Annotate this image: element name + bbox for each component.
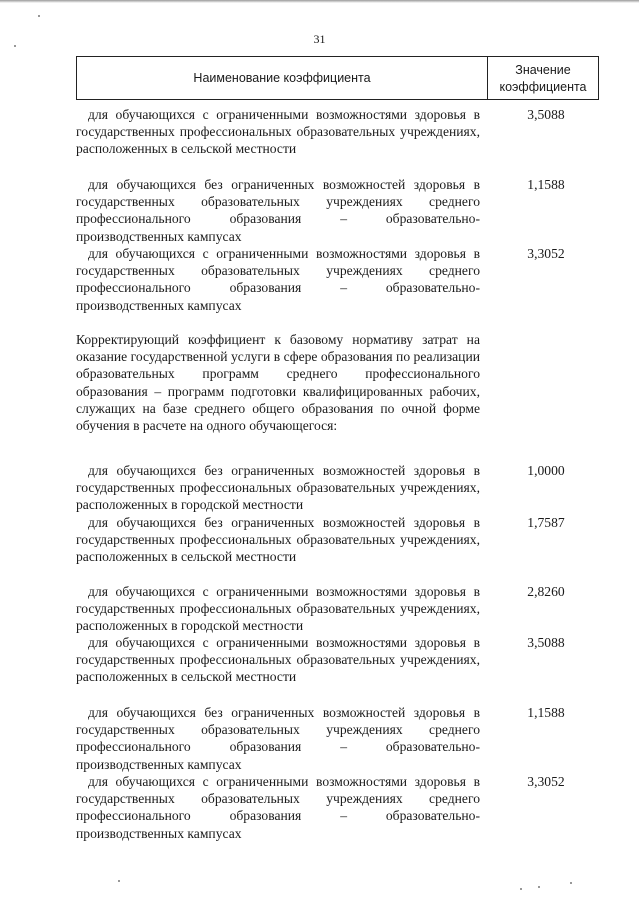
coefficient-name: для обучающихся без ограниченных возможностей здоровья в государственных образовательных учреждениях среднего профессионального образования – образовательно-производственных кампусах bbox=[76, 705, 480, 772]
column-header-value-text bbox=[499, 62, 586, 96]
coefficient-value: 1,7587 bbox=[527, 515, 565, 530]
column-header-value-line2: коэффициента bbox=[499, 79, 587, 94]
coefficient-name: для обучающихся с ограниченными возможностями здоровья в государственных образовательных учреждениях среднего профессионального образования – образовательно-производственных кампусах bbox=[76, 246, 480, 313]
coefficient-name: для обучающихся с ограниченными возможностями здоровья в государственных образовательных учреждениях среднего профессионального образования – образовательно-производственных кампусах bbox=[76, 774, 480, 841]
coefficient-name: для обучающихся без ограниченных возможностей здоровья в государственных образовательных учреждениях среднего профессионального образования – образовательно-производственных кампусах bbox=[76, 177, 480, 244]
section-heading: Корректирующий коэффициент к базовому нормативу затрат на оказание государственной услуги в сфере образования по реализации образовательных программ среднего профессионального образования – программ подготовки квалифицированных рабочих, служащих на базе среднего общего образования по очной форме обучения в расчете на одного обучающегося: bbox=[76, 332, 480, 434]
scan-speck bbox=[520, 888, 522, 890]
column-header-name: Наименование коэффициента bbox=[77, 57, 488, 99]
coefficient-value: 3,5088 bbox=[527, 635, 565, 650]
coefficient-value: 1,1588 bbox=[527, 177, 565, 192]
coefficient-name: для обучающихся без ограниченных возможностей здоровья в государственных профессиональных образовательных учреждениях, расположенных в городской местности bbox=[76, 463, 480, 513]
coefficient-name: для обучающихся с ограниченными возможностями здоровья в государственных профессиональных образовательных учреждениях, расположенных в сельской местности bbox=[76, 107, 480, 157]
scan-speck bbox=[38, 15, 40, 17]
coefficient-value: 3,3052 bbox=[527, 774, 565, 789]
coefficient-name: для обучающихся с ограниченными возможностями здоровья в государственных профессиональных образовательных учреждениях, расположенных в сельской местности bbox=[76, 635, 480, 685]
scan-edge bbox=[0, 0, 639, 3]
coefficient-value: 1,1588 bbox=[527, 705, 565, 720]
table-header bbox=[76, 56, 599, 100]
coefficient-value: 3,5088 bbox=[527, 107, 565, 122]
page-number: 31 bbox=[313, 32, 326, 46]
coefficient-value: 3,3052 bbox=[527, 246, 565, 261]
coefficient-value: 2,8260 bbox=[527, 584, 565, 599]
column-header-value-line1: Значение bbox=[515, 62, 571, 77]
scan-speck bbox=[118, 880, 120, 882]
scan-speck bbox=[570, 882, 572, 884]
coefficient-value: 1,0000 bbox=[527, 463, 565, 478]
column-header-value bbox=[488, 57, 598, 99]
scan-speck bbox=[538, 886, 540, 888]
coefficient-name: для обучающихся без ограниченных возможностей здоровья в государственных профессиональных образовательных учреждениях, расположенных в сельской местности bbox=[76, 515, 480, 565]
coefficient-name: для обучающихся с ограниченными возможностями здоровья в государственных профессиональных образовательных учреждениях, расположенных в городской местности bbox=[76, 584, 480, 634]
